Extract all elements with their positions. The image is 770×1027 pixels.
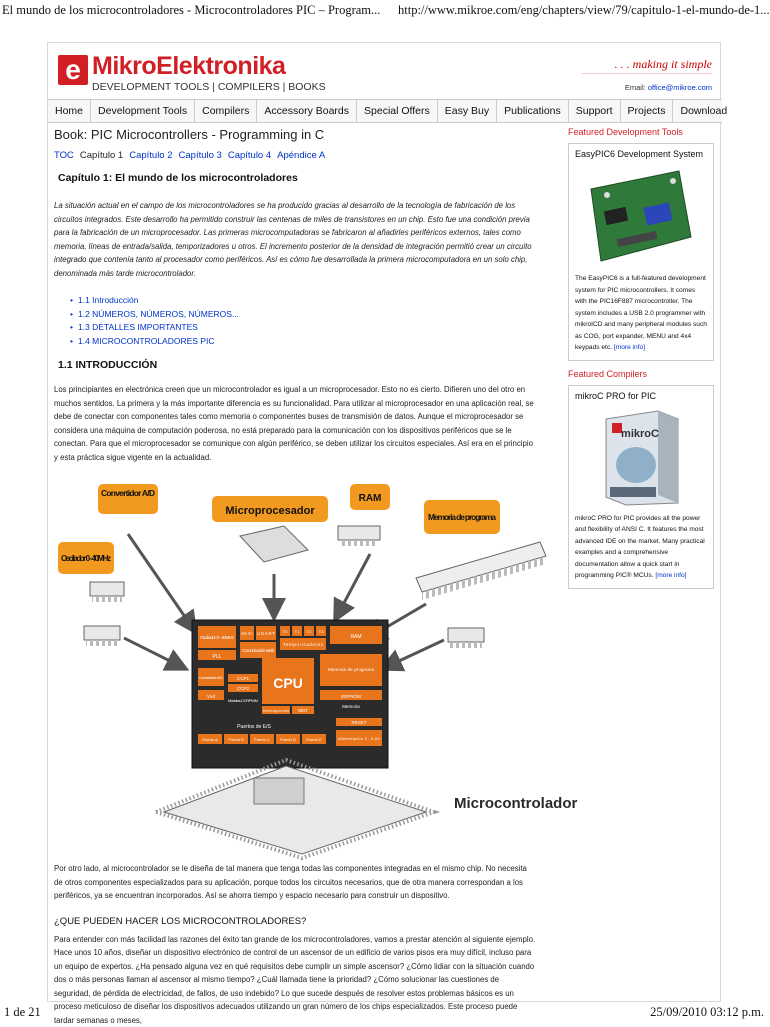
elevator-paragraph: Para entender con más facilidad las razones del éxito tan grande de los microcontroladores, vamos a prestar atención al siguiente ejemplo. Hace unos 10 años, diseñar un dispositivo electrónico de control de un ascensor de un edificio de varios pisos era muy difícil, incluso para un equipo de expertos. ¿Ha pensado alguna vez en qué requisitos debe cumplir un simple ascensor? ¿Cómo lidiar con la situación cuando dos o más personas llaman al ascensor al mismo tiempo? ¿Cuál llamada tiene la prioridad? ¿Cómo solucionar las cuestiones de seguridad, de pérdida de electricidad, de fallos, de uso indebido? Lo que sucede después de resolver estos problemas básicos es un proceso meticuloso de diseñar los dispositivos adecuados utilizando un gran número de los chips especializados. Este proceso puede tardar semanas o meses,: [54, 933, 536, 1027]
chapter-title: Capítulo 1: El mundo de los microcontroladores: [58, 172, 562, 184]
book-title: Book: PIC Microcontrollers - Programming in C: [54, 127, 562, 142]
block-pll: PLL: [213, 654, 222, 660]
block-eeprom: EEPROM: [341, 694, 361, 699]
microprocessor-chip-image: [240, 526, 308, 562]
section-link-numeros[interactable]: • 1.2 NÚMEROS, NÚMEROS, NÚMEROS...: [70, 308, 562, 322]
block-ccp2: CCP2: [237, 686, 250, 691]
appendix-a-link[interactable]: Apéndice A: [277, 150, 325, 161]
callout-microprocesador-label: Microprocesador: [225, 505, 315, 517]
nav-item-easy-buy[interactable]: Easy Buy: [438, 100, 497, 122]
block-usart: USART: [257, 631, 275, 636]
block-interrupciones: Interrupciones: [263, 709, 289, 713]
callout-ram: [350, 484, 390, 510]
block-oscilador: Oscilador 0 - 40MHz: [200, 635, 235, 640]
block-reset: RESET: [351, 720, 366, 725]
nav-item-home[interactable]: Home: [48, 100, 91, 122]
block-t3: T3: [319, 629, 324, 634]
section-link-introduccion[interactable]: • 1.1 Introducción: [70, 294, 562, 308]
microcontroller-paragraph: Por otro lado, al microcontrolador se le diseña de tal manera que tenga todas las componentes integradas en el mismo chip. No necesita de otros componentes especializados para su aplicación, porque todos los circuitos necesarios, que de otra manera correspondan a los periféricos, ya se encuentran incorporados. Así se ahorra tiempo y espacio necesario para construir un dispositivo.: [54, 862, 536, 903]
callout-oscilador-label: Oscilador 0 - 40MHz: [61, 554, 111, 563]
section-link-detalles[interactable]: • 1.3 DETALLES IMPORTANTES: [70, 321, 562, 335]
block-puertos: Puertos de E/S: [237, 724, 271, 730]
block-convertidor: Convertidor A/D: [199, 675, 223, 680]
mikroc-box-label: mikroC: [621, 428, 659, 440]
microcontroller-diagram: [54, 478, 554, 858]
main-nav: [48, 99, 722, 123]
featured-compiler-card: [568, 385, 714, 589]
block-wdt: WDT: [298, 708, 308, 713]
peripheral-chip-right: [448, 628, 484, 648]
featured-compiler-text: mikroC PRO for PIC provides all the power and flexibility of ANSI C. It features the most advanced IDE on the market. Many practical examples and a comprehensive documentation allow a quick start in programming PIC® MCUs.: [575, 515, 705, 580]
block-memoria: Memoria de programa: [328, 667, 374, 672]
featured-tools-heading: Featured Development Tools: [568, 127, 714, 137]
ram-chip-image: [338, 526, 380, 546]
adc-chip-image: [90, 582, 124, 602]
nav-item-accessory-boards[interactable]: Accessory Boards: [257, 100, 357, 122]
oscillator-chip-image: [84, 626, 120, 646]
site-header: [48, 43, 722, 99]
chip-block-diagram: [192, 620, 388, 768]
block-t0: T0: [283, 629, 288, 634]
print-footer: [0, 1002, 768, 1024]
chapter-2-link[interactable]: Capítulo 2: [129, 150, 172, 161]
nav-item-projects[interactable]: Projects: [621, 100, 674, 122]
nav-item-support[interactable]: Support: [569, 100, 621, 122]
nav-item-development-tools[interactable]: Development Tools: [91, 100, 195, 122]
callout-ram-label: RAM: [359, 493, 382, 504]
block-t2: T2: [307, 629, 312, 634]
block-comunicacion: Comunicación serial: [242, 648, 274, 653]
featured-compiler-description: [569, 507, 713, 588]
block-spi: SPI I²C: [241, 631, 253, 636]
block-alimentacion: Alimentación 2 - 5.5V: [338, 736, 380, 741]
peripheral-chip-left: [80, 630, 81, 631]
block-puerto-a: Puerto A: [202, 737, 218, 742]
featured-tool-more-link[interactable]: [more info]: [614, 344, 645, 351]
block-t1: T1: [295, 629, 300, 634]
question-heading: ¿QUE PUEDEN HACER LOS MICROCONTROLADORES?: [54, 916, 562, 927]
chapter-3-link[interactable]: Capítulo 3: [179, 150, 222, 161]
callout-memoria: [424, 500, 500, 534]
block-modulos: Módulos CCP/PWM: [228, 698, 258, 703]
chapter-intro: La situación actual en el campo de los microcontroladores se ha producido gracias al desarrollo de la tecnología de fabricación de los circuitos integrados. Este desarrollo ha permitido construir las centenas de miles de transistores en un chip. Esto fue una condición previa para la fabricación de un microprocesador. Las primeras microcomputadoras se fabricaron al añadirles periféricos externos, tales como memoria, líneas de entrada/salida, temporizadores u otros. El incremento posterior de la densidad de integración permitió crear un circuito integrado que contenía tanto al procesador como periféricos. Así es cómo fue desarrollada la primera microcomputadora en un solo chip, denominada más tarde microcontrolador.: [54, 199, 534, 280]
email-label: Email:: [625, 83, 646, 92]
site-logo[interactable]: [58, 55, 298, 95]
nav-item-special-offers[interactable]: Special Offers: [357, 100, 438, 122]
block-ram: RAM: [350, 634, 361, 640]
featured-tool-description: [569, 267, 713, 360]
contact-email: [625, 83, 712, 92]
main-content: [54, 127, 562, 997]
easypic6-board-image[interactable]: [587, 165, 695, 267]
print-datetime: 25/09/2010 03:12 p.m.: [650, 1005, 764, 1020]
block-puerto-e: Puerto E: [306, 737, 322, 742]
email-link[interactable]: office@mikroe.com: [648, 83, 712, 92]
callout-convertidor-label: Convertidor A/D: [101, 488, 155, 498]
sidebar: [568, 123, 714, 993]
block-memoria-label: Memoria: [342, 704, 360, 709]
mikroc-box-image[interactable]: [596, 407, 686, 507]
featured-compiler-title[interactable]: mikroC PRO for PIC: [569, 386, 713, 401]
block-puerto-b: Puerto B: [228, 737, 244, 742]
callout-microprocesador: [212, 496, 328, 522]
chapter-4-link[interactable]: Capítulo 4: [228, 150, 271, 161]
print-header: [0, 0, 768, 22]
featured-compiler-more-link[interactable]: [more info]: [655, 572, 686, 579]
callout-oscilador: [58, 542, 114, 574]
chapter-links: [54, 150, 562, 161]
toc-link[interactable]: TOC: [54, 150, 74, 161]
logo-mark-icon: e: [58, 55, 88, 85]
section-list: [70, 294, 562, 348]
block-temporizadores: Temporizadores: [283, 642, 324, 647]
diagram-caption: Microcontrolador: [454, 795, 578, 812]
block-puerto-c: Puerto C: [254, 737, 270, 742]
print-page-title: El mundo de los microcontroladores - Microcontroladores PIC – Program...: [2, 3, 380, 18]
nav-item-download[interactable]: Download: [673, 100, 734, 122]
site-slogan: . . . making it simple: [615, 57, 712, 72]
logo-subtitle: DEVELOPMENT TOOLS | COMPILERS | BOOKS: [92, 81, 326, 93]
microcontroller-chip-image: [156, 760, 434, 858]
featured-compilers-heading: Featured Compilers: [568, 369, 714, 379]
chapter-1-current: Capítulo 1: [80, 150, 123, 161]
featured-tool-card: [568, 143, 714, 361]
block-cpu: CPU: [273, 675, 303, 691]
callout-memoria-label: Memoria de programa: [428, 512, 496, 522]
featured-tool-title[interactable]: EasyPIC6 Development System: [569, 144, 713, 159]
nav-item-compilers[interactable]: Compilers: [195, 100, 257, 122]
section-link-pic[interactable]: • 1.4 MICROCONTROLADORES PIC: [70, 335, 562, 349]
featured-tool-text: The EasyPIC6 is a full-featured development system for PIC microcontrollers. It comes with the PIC16F887 microcontroller. The system includes a USB 2.0 programmer with mikroICD and many peripheral modules such as COG, port expander, MENU and 4x4 keypads etc.: [575, 275, 707, 351]
block-ccp1: CCP1: [237, 676, 250, 681]
block-vref: Vref: [207, 694, 216, 699]
print-page-url: http://www.mikroe.com/eng/chapters/view/79/capitulo-1-el-mundo-de-1...: [398, 3, 770, 18]
web-page: [47, 42, 721, 1002]
callout-convertidor: [98, 484, 158, 514]
slogan-divider: [582, 73, 712, 74]
block-puerto-d: Puerto D: [280, 737, 296, 742]
program-memory-chip-image: [416, 542, 546, 600]
print-page-number: 1 de 21: [4, 1005, 41, 1020]
intro-paragraph: Los principiantes en electrónica creen que un microcontrolador es igual a un microprocesador. Esto no es cierto. Difieren uno del otro en muchos sentidos. La primera y la más importante diferencia es su funcionalidad. Para utilizar al microprocesador en una aplicación real, se debe de conectar con componentes tales como memoria o componentes buses de transmisión de datos. Aunque el microprocesador se considera una máquina de computación poderosa, no está preparado para la comunicación con los dispositivos periféricos que se le conectan. Para que el microprocesador se comunique con algún periférico, se deben utilizar los circuitos especiales. Así era en el principio y esta práctica sigue vigente en la actualidad.: [54, 383, 536, 464]
logo-text: MikroElektronika: [92, 52, 285, 81]
nav-item-publications[interactable]: Publications: [497, 100, 569, 122]
section-heading: 1.1 INTRODUCCIÓN: [58, 359, 562, 371]
